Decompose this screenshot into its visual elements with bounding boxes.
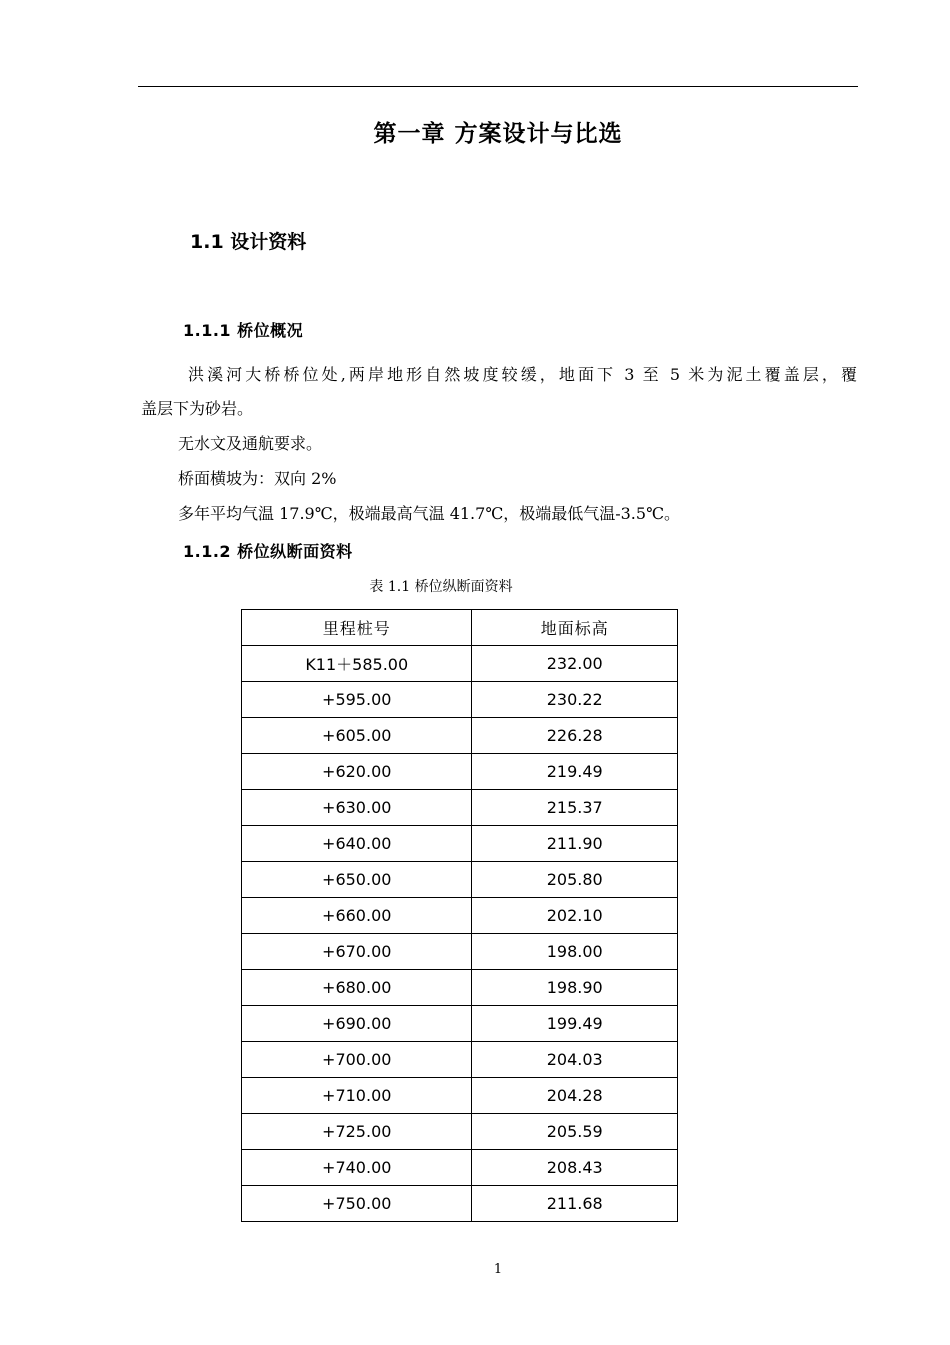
station-cell: +630.00	[242, 790, 472, 826]
elevation-cell: 204.28	[472, 1078, 678, 1114]
station-cell: +710.00	[242, 1078, 472, 1114]
elevation-cell: 211.68	[472, 1186, 678, 1222]
station-cell: +725.00	[242, 1114, 472, 1150]
station-cell: +620.00	[242, 754, 472, 790]
table-header-row	[242, 610, 678, 646]
section-title: 1.1 设计资料	[190, 231, 307, 253]
station-cell: +660.00	[242, 898, 472, 934]
station-cell: K11＋585.00	[242, 646, 472, 682]
paragraph-temperature: 多年平均气温 17.9℃，极端最高气温 41.7℃，极端最低气温-3.5℃。	[178, 504, 680, 523]
table-row	[242, 1042, 678, 1078]
table-row	[242, 1006, 678, 1042]
table-row	[242, 970, 678, 1006]
station-cell: +690.00	[242, 1006, 472, 1042]
header-rule	[138, 86, 858, 87]
table-row	[242, 826, 678, 862]
table-row	[242, 646, 678, 682]
table-row	[242, 1186, 678, 1222]
table-row	[242, 1078, 678, 1114]
page-number: 1	[493, 1262, 503, 1277]
column-header-ground-elevation: 地面标高	[472, 610, 678, 646]
table-row	[242, 754, 678, 790]
table-row	[242, 1150, 678, 1186]
table-row	[242, 718, 678, 754]
elevation-cell: 232.00	[472, 646, 678, 682]
elevation-cell: 208.43	[472, 1150, 678, 1186]
station-cell: +605.00	[242, 718, 472, 754]
subsection-title-bridge-overview: 1.1.1 桥位概况	[183, 321, 304, 340]
station-cell: +750.00	[242, 1186, 472, 1222]
station-cell: +640.00	[242, 826, 472, 862]
station-cell: +595.00	[242, 682, 472, 718]
column-header-station: 里程桩号	[242, 610, 472, 646]
station-cell: +650.00	[242, 862, 472, 898]
elevation-cell: 204.03	[472, 1042, 678, 1078]
station-cell: +700.00	[242, 1042, 472, 1078]
paragraph-site-description	[141, 358, 857, 426]
elevation-cell: 202.10	[472, 898, 678, 934]
table-row	[242, 898, 678, 934]
paragraph-cross-slope: 桥面横坡为：双向 2%	[178, 469, 337, 488]
elevation-cell: 219.49	[472, 754, 678, 790]
station-cell: +740.00	[242, 1150, 472, 1186]
table-row	[242, 862, 678, 898]
table-row	[242, 934, 678, 970]
elevation-cell: 198.00	[472, 934, 678, 970]
paragraph-hydrology: 无水文及通航要求。	[178, 434, 323, 453]
station-cell: +680.00	[242, 970, 472, 1006]
elevation-cell: 226.28	[472, 718, 678, 754]
elevation-cell: 205.80	[472, 862, 678, 898]
elevation-cell: 211.90	[472, 826, 678, 862]
subsection-title-profile-data: 1.1.2 桥位纵断面资料	[183, 542, 353, 561]
paragraph-line: 洪溪河大桥桥位处,两岸地形自然坡度较缓，地面下 3 至 5 米为泥土覆盖层，覆	[188, 365, 857, 384]
elevation-cell: 230.22	[472, 682, 678, 718]
elevation-cell: 215.37	[472, 790, 678, 826]
chapter-title: 第一章 方案设计与比选	[373, 121, 623, 147]
paragraph-line: 盖层下为砂岩。	[141, 399, 254, 418]
table-row	[242, 1114, 678, 1150]
table-row	[242, 682, 678, 718]
profile-data-table	[241, 609, 678, 1222]
table-caption: 表 1.1 桥位纵断面资料	[369, 579, 513, 595]
elevation-cell: 198.90	[472, 970, 678, 1006]
elevation-cell: 199.49	[472, 1006, 678, 1042]
elevation-cell: 205.59	[472, 1114, 678, 1150]
station-cell: +670.00	[242, 934, 472, 970]
table-row	[242, 790, 678, 826]
